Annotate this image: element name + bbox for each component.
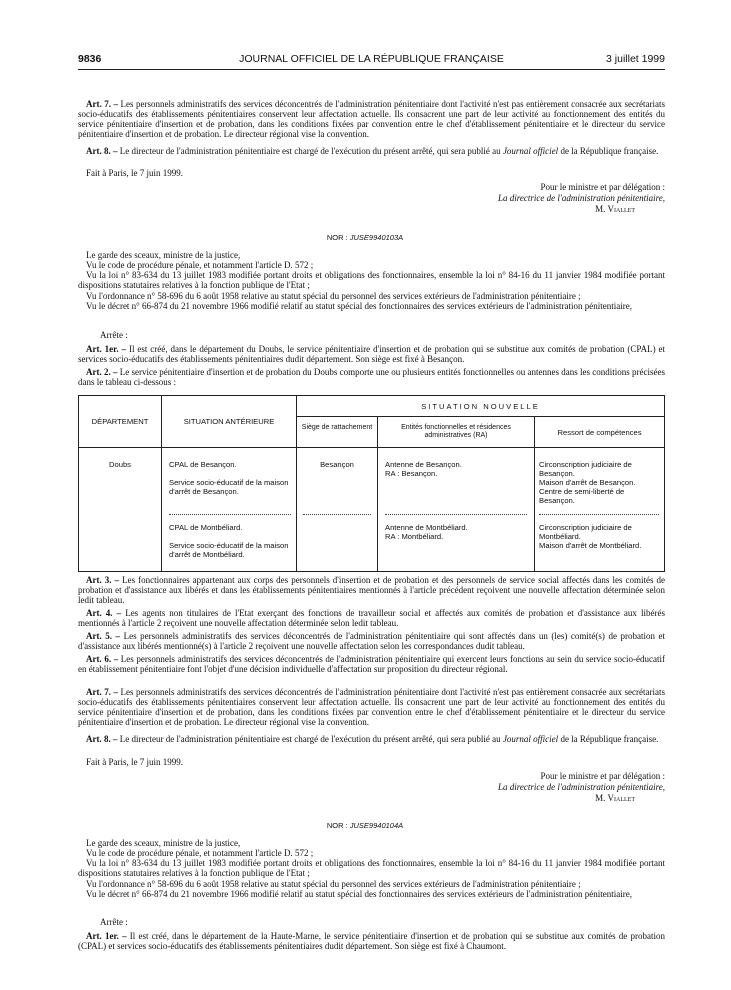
cell-r2-ant-service: Service socio-éducatif de la maison d'arrêt de Montbéliard. xyxy=(169,541,289,559)
page-header xyxy=(78,53,665,67)
cell-r2-entite: Antenne de Montbéliard. xyxy=(385,523,468,532)
d1-arrete: Arrête : xyxy=(100,330,128,340)
d1-article-3: Art. 3. – Les fonctionnaires appartenant aux corps des personnels d'insertion et de probation et des personnels de service social affectés dans les comités de probation et d'assistance aux libérés et dans les établissements pénitentiaires mentionnés à l'article précédent reçoivent une nouvelle affectation déterminée selon ledit tableau. xyxy=(78,575,666,605)
cell-r2-ressort-1: Circonscription judiciaire de Montbéliard. xyxy=(539,523,632,541)
d2-visa-decret: Vu le décret n° 66-874 du 21 novembre 1966 modifié relatif au statut spécial des fonctionnaires des services extérieurs de l'administration pénitentiaire, xyxy=(86,889,633,899)
col-header-ressort: Ressort de compétences xyxy=(557,428,642,437)
col-header-departement: DÉPARTEMENT xyxy=(91,417,149,426)
cell-r1-entite: Antenne de Besançon. xyxy=(385,460,462,469)
cell-r1-ant-service: Service socio-éducatif de la maison d'arrêt de Besançon. xyxy=(169,478,289,496)
d1-signature: Pour le ministre et par délégation : La directrice de l'administration pénitentiaire, M. Viallet xyxy=(498,771,665,803)
cell-r1-ra: RA : Besançon. xyxy=(385,469,438,478)
cell-r1-ressort-2: Maison d'arrêt de Besançon. xyxy=(539,478,636,487)
nor-reference-2: NOR : JUSE9940104A xyxy=(326,821,404,830)
cell-departement: Doubs xyxy=(109,460,131,469)
journal-title: JOURNAL OFFICIEL DE LA RÉPUBLIQUE FRANÇAISE xyxy=(239,53,504,65)
top-article-7: Art. 7. – Les personnels administratifs des services déconcentrés de l'administration pénitentiaire dont l'activité n'est pas entièrement consacrée aux secrétariats socio-éducatifs des établissements pénitentiaires conservent leur affectation actuelle. Ils consacrent une part de leur activité au fonctionnement des entités du service pénitentiaire d'insertion et de probation, dans les conditions fixées par convention entre le chef d'établissement pénitentiaire et le directeur du service pénitentiaire d'insertion et de probation. Le directeur régional vise la convention. xyxy=(78,99,665,139)
top-fait-a-paris: Fait à Paris, le 7 juin 1999. xyxy=(86,168,183,178)
d1-visa-garde-des-sceaux: Le garde des sceaux, ministre de la justice, xyxy=(86,250,241,260)
col-header-situation-nouvelle: SITUATION NOUVELLE xyxy=(421,402,540,411)
cell-r1-siege: Besançon xyxy=(320,460,354,469)
affectation-table xyxy=(78,395,665,572)
cell-r2-ant-cpal: CPAL de Montbéliard. xyxy=(169,523,243,532)
d2-visa-garde-des-sceaux: Le garde des sceaux, ministre de la justice, xyxy=(86,838,241,848)
d1-article-8: Art. 8. – Le directeur de l'administration pénitentiaire est chargé de l'exécution du présent arrêté, qui sera publié au Journal officiel de la République française. xyxy=(86,734,659,744)
d1-article-4: Art. 4. – Les agents non titulaires de l'Etat exerçant des fonctions de travailleur social et affectés aux comités de probation et d'assistance aux libérés mentionnés à l'article 2 reçoivent une nouvelle affectation déterminée selon ledit tableau. xyxy=(78,608,665,628)
d1-visa-decret: Vu le décret n° 66-874 du 21 novembre 1966 modifié relatif au statut spécial des fonctionnaires des services extérieurs de l'administration pénitentiaire, xyxy=(86,301,633,311)
cell-r1-ant-cpal: CPAL de Besançon. xyxy=(169,460,237,469)
publication-date: 3 juillet 1999 xyxy=(606,53,665,65)
d2-arrete: Arrête : xyxy=(100,917,128,927)
top-signature: Pour le ministre et par délégation : La directrice de l'administration pénitentiaire, M. Viallet xyxy=(498,182,665,214)
col-header-situation-anterieure: SITUATION ANTÉRIEURE xyxy=(183,417,275,426)
col-header-entites: Entités fonctionnelles et résidences administratives (RA) xyxy=(401,424,511,439)
d1-article-5: Art. 5. – Les personnels administratifs des services déconcentrés de l'administration pénitentiaire qui sont affectés dans un (les) comité(s) de probation et d'assistance aux libérés mentionné(s) à l'article 2 reçoivent une nouvelle affectation selon les correspondances dudit tableau. xyxy=(78,631,665,651)
d2-visa-loi: Vu la loi n° 83-634 du 13 juillet 1983 modifiée portant droits et obligations des fonctionnaires, ensemble la loi n° 84-16 du 11 janvier 1984 modifiée portant dispositions statutaires relatives à la fonction publique de l'Etat ; xyxy=(78,858,665,878)
header-rule xyxy=(78,69,665,70)
d1-article-1: Art. 1er. – Il est créé, dans le département du Doubs, le service pénitentiaire d'insertion et de probation qui se substitue aux comités de probation (CPAL) et services socio-éducatifs des établissements pénitentiaires dudit département. Son siège est fixé à Besançon. xyxy=(78,344,665,364)
d1-visa-ordonnance: Vu l'ordonnance n° 58-696 du 6 août 1958 relative au statut spécial du personnel des services extérieurs de l'administration pénitentiaire ; xyxy=(86,291,581,301)
d2-article-1: Art. 1er. – Il est créé, dans le département de la Haute-Marne, le service pénitentiaire d'insertion et de probation qui se substitue aux comités de probation (CPAL) et services socio-éducatifs des établissements pénitentiaires dudit département. Son siège est fixé à Chaumont. xyxy=(78,931,665,951)
d1-article-2: Art. 2. – Le service pénitentiaire d'insertion et de probation du Doubs comporte une ou plusieurs entités fonctionnelles ou antennes dans les conditions précisées dans le tableau ci-dessous : xyxy=(78,367,665,387)
d2-visa-ordonnance: Vu l'ordonnance n° 58-696 du 6 août 1958 relative au statut spécial du personnel des services extérieurs de l'administration pénitentiaire ; xyxy=(86,879,581,889)
d1-article-7: Art. 7. – Les personnels administratifs des services déconcentrés de l'administration pénitentiaire dont l'activité n'est pas entièrement consacrée aux secrétariats socio-éducatifs des établissements pénitentiaires conservent leur affectation actuelle. Ils consacrent une part de leur activité au fonctionnement des entités du service pénitentiaire d'insertion et de probation, dans les conditions fixées par convention entre le chef d'établissement pénitentiaire et le directeur du service pénitentiaire d'insertion et de probation. Le directeur régional vise la convention. xyxy=(78,687,665,727)
d1-fait-a-paris: Fait à Paris, le 7 juin 1999. xyxy=(86,757,183,767)
d1-article-6: Art. 6. – Les personnels administratifs des services déconcentrés de l'administration pénitentiaire qui exercent leurs fonctions au sein du service socio-éducatif en établissement pénitentiaire font l'objet d'une décision individuelle d'affectation sur proposition du directeur régional. xyxy=(78,654,665,674)
d1-visa-code: Vu le code de procédure pénale, et notamment l'article D. 572 ; xyxy=(86,260,314,270)
page-number: 9836 xyxy=(78,53,102,65)
top-article-8: Art. 8. – Le directeur de l'administration pénitentiaire est chargé de l'exécution du présent arrêté, qui sera publié au Journal officiel de la République française. xyxy=(86,146,659,156)
cell-r1-ressort-1: Circonscription judiciaire de Besançon. xyxy=(539,460,632,478)
d2-visa-code: Vu le code de procédure pénale, et notamment l'article D. 572 ; xyxy=(86,848,314,858)
cell-r1-ressort-3: Centre de semi-liberté de Besançon. xyxy=(539,487,625,505)
cell-r2-ra: RA : Montbéliard. xyxy=(385,532,444,541)
col-header-siege: Siège de rattachement xyxy=(301,424,373,431)
cell-r2-ressort-2: Maison d'arrêt de Montbéliard. xyxy=(539,541,642,550)
d1-visa-loi: Vu la loi n° 83-634 du 13 juillet 1983 modifiée portant droits et obligations des fonctionnaires, ensemble la loi n° 84-16 du 11 janvier 1984 modifiée portant dispositions statutaires relatives à la fonction publique de l'Etat ; xyxy=(78,270,665,290)
nor-reference-1: NOR : JUSE9940103A xyxy=(326,233,404,242)
